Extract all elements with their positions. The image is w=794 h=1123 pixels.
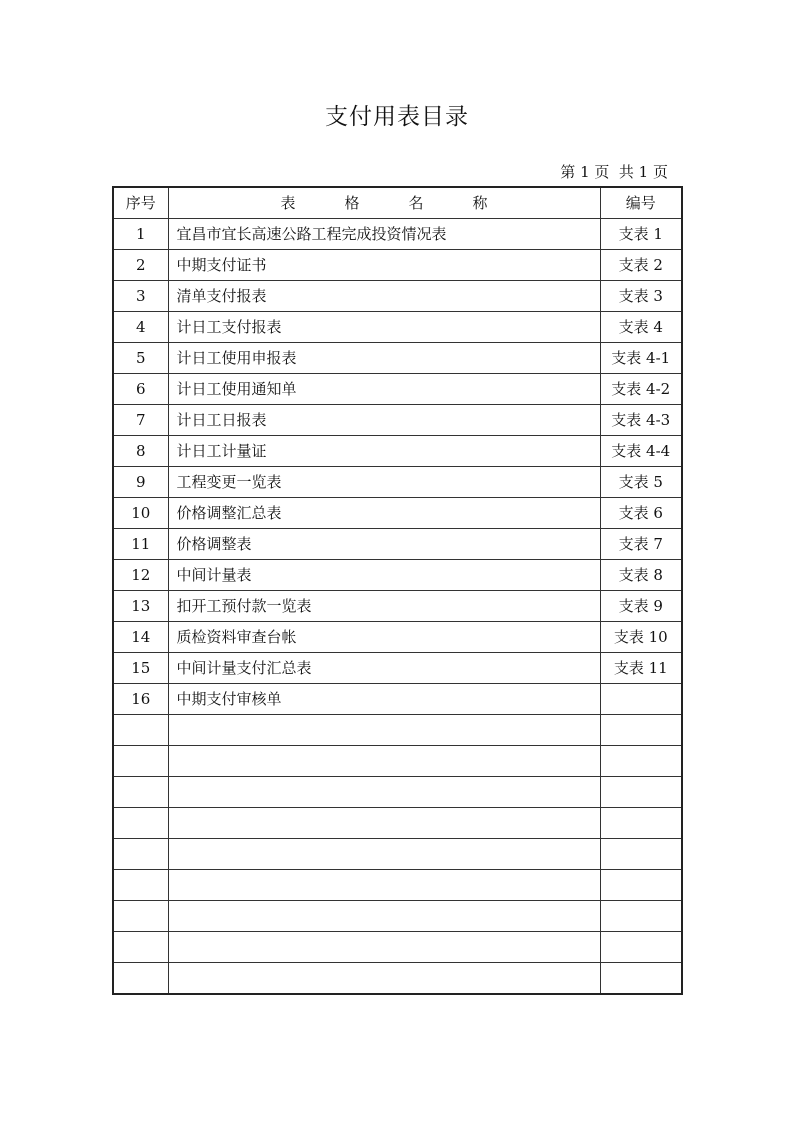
row-form-code	[600, 715, 682, 746]
row-form-code	[600, 901, 682, 932]
row-serial: 1	[113, 219, 168, 250]
row-form-name: 价格调整汇总表	[168, 498, 600, 529]
row-form-code: 支表 2	[600, 250, 682, 281]
header-form-name-char: 表	[280, 194, 296, 212]
table-row	[113, 436, 682, 467]
table-row	[113, 250, 682, 281]
table-row	[113, 343, 682, 374]
page-title: 支付用表目录	[325, 104, 469, 130]
row-form-code	[600, 808, 682, 839]
row-serial: 12	[113, 560, 168, 591]
table-row	[113, 622, 682, 653]
table-row	[113, 281, 682, 312]
row-form-code: 支表 8	[600, 560, 682, 591]
header-form-name-char: 格	[344, 194, 360, 212]
table-row	[113, 498, 682, 529]
row-serial: 7	[113, 405, 168, 436]
table-row	[113, 529, 682, 560]
table-row	[113, 591, 682, 622]
row-form-code: 支表 7	[600, 529, 682, 560]
table-row	[113, 219, 682, 250]
row-form-name: 计日工计量证	[168, 436, 600, 467]
table-row	[113, 653, 682, 684]
row-form-code: 支表 11	[600, 653, 682, 684]
row-form-code: 支表 4-3	[600, 405, 682, 436]
table-row	[113, 467, 682, 498]
row-form-name: 计日工使用通知单	[168, 374, 600, 405]
row-serial	[113, 870, 168, 901]
row-form-code	[600, 777, 682, 808]
row-serial: 3	[113, 281, 168, 312]
row-form-name: 中期支付审核单	[168, 684, 600, 715]
row-form-name: 质检资料审查台帐	[168, 622, 600, 653]
table-row	[113, 405, 682, 436]
table-row-empty	[113, 870, 682, 901]
row-serial: 15	[113, 653, 168, 684]
row-serial	[113, 839, 168, 870]
row-serial: 16	[113, 684, 168, 715]
page-indicator: 第 1 页 共 1 页	[560, 163, 668, 181]
row-form-code: 支表 10	[600, 622, 682, 653]
row-form-code: 支表 4-4	[600, 436, 682, 467]
row-form-code: 支表 5	[600, 467, 682, 498]
row-form-name: 计日工使用申报表	[168, 343, 600, 374]
table-row	[113, 312, 682, 343]
row-form-code	[600, 839, 682, 870]
row-form-code	[600, 963, 682, 995]
table-row-empty	[113, 963, 682, 995]
catalog-table	[112, 186, 683, 995]
row-serial: 2	[113, 250, 168, 281]
row-serial	[113, 932, 168, 963]
row-form-name: 计日工日报表	[168, 405, 600, 436]
row-form-name: 价格调整表	[168, 529, 600, 560]
header-serial-number: 序号	[113, 187, 168, 219]
table-row-empty	[113, 932, 682, 963]
row-form-code	[600, 684, 682, 715]
row-form-name: 中间计量支付汇总表	[168, 653, 600, 684]
row-serial: 14	[113, 622, 168, 653]
row-serial	[113, 901, 168, 932]
row-form-code: 支表 3	[600, 281, 682, 312]
table-row-empty	[113, 715, 682, 746]
row-form-name	[168, 963, 600, 995]
row-form-name: 中间计量表	[168, 560, 600, 591]
row-form-name: 宜昌市宜长高速公路工程完成投资情况表	[168, 219, 600, 250]
row-form-code	[600, 932, 682, 963]
row-form-name	[168, 901, 600, 932]
row-form-name: 清单支付报表	[168, 281, 600, 312]
table-row	[113, 684, 682, 715]
row-serial: 6	[113, 374, 168, 405]
row-form-name: 扣开工预付款一览表	[168, 591, 600, 622]
row-serial: 11	[113, 529, 168, 560]
row-form-code: 支表 4-2	[600, 374, 682, 405]
row-form-name	[168, 777, 600, 808]
row-form-name	[168, 808, 600, 839]
row-serial	[113, 808, 168, 839]
table-row	[113, 560, 682, 591]
row-form-name	[168, 870, 600, 901]
row-serial: 10	[113, 498, 168, 529]
row-serial: 4	[113, 312, 168, 343]
row-serial: 13	[113, 591, 168, 622]
row-form-code: 支表 9	[600, 591, 682, 622]
header-form-code: 编号	[600, 187, 682, 219]
row-form-code: 支表 4-1	[600, 343, 682, 374]
row-serial: 5	[113, 343, 168, 374]
row-serial: 9	[113, 467, 168, 498]
table-row	[113, 374, 682, 405]
table-row-empty	[113, 808, 682, 839]
table-header-row	[113, 187, 682, 219]
table-row-empty	[113, 777, 682, 808]
row-serial	[113, 715, 168, 746]
row-form-name	[168, 839, 600, 870]
row-form-name	[168, 715, 600, 746]
row-form-name	[168, 746, 600, 777]
row-form-code	[600, 746, 682, 777]
row-form-name: 计日工支付报表	[168, 312, 600, 343]
table-row-empty	[113, 901, 682, 932]
table-row-empty	[113, 839, 682, 870]
row-serial	[113, 777, 168, 808]
row-form-code: 支表 1	[600, 219, 682, 250]
row-serial	[113, 963, 168, 995]
row-form-name	[168, 932, 600, 963]
header-form-name	[168, 187, 600, 219]
row-form-code: 支表 4	[600, 312, 682, 343]
header-form-name-char: 名	[408, 194, 424, 212]
table-row-empty	[113, 746, 682, 777]
row-form-name: 中期支付证书	[168, 250, 600, 281]
row-form-name: 工程变更一览表	[168, 467, 600, 498]
row-serial: 8	[113, 436, 168, 467]
row-serial	[113, 746, 168, 777]
row-form-code	[600, 870, 682, 901]
row-form-code: 支表 6	[600, 498, 682, 529]
header-form-name-char: 称	[472, 194, 488, 212]
